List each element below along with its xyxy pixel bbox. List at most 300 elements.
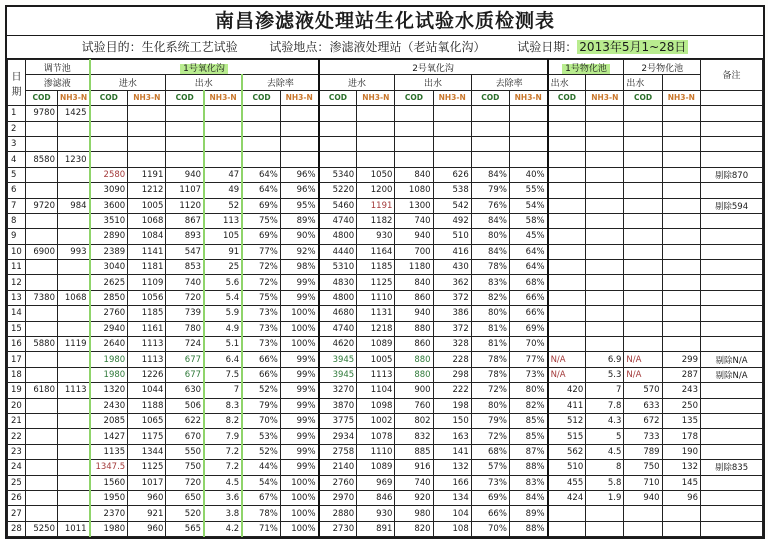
wuhua-cell: [548, 136, 586, 151]
wuhua-cell: [662, 244, 700, 259]
day-cell: 14: [8, 306, 26, 321]
wuhua-cell: [624, 136, 662, 151]
oxd2-cell: 1110: [357, 444, 395, 459]
leachate-nh3: [58, 306, 90, 321]
oxd1-cell: 96%: [280, 167, 318, 182]
oxd1-cell: 1141: [128, 244, 166, 259]
wuhua-cell: 5.8: [586, 475, 624, 490]
oxd1-cell: 622: [166, 413, 204, 428]
oxd2-cell: 78%: [471, 260, 509, 275]
wuhua-cell: 424: [548, 490, 586, 505]
oxd2-cell: 2880: [319, 506, 357, 521]
wuhua-cell: [624, 290, 662, 305]
oxd1-cell: [204, 121, 242, 136]
oxd2-cell: 84%: [471, 213, 509, 228]
wuhua-cell: 243: [662, 383, 700, 398]
oxd1-cell: 79%: [242, 398, 280, 413]
wuhua-cell: [662, 213, 700, 228]
oxd1-cell: 66%: [242, 352, 280, 367]
oxd2-cell: 64%: [509, 244, 547, 259]
wuhua-cell: [624, 167, 662, 182]
note-cell: [701, 183, 763, 198]
subheader-cod: COD: [242, 90, 280, 105]
leachate-nh3: 1011: [58, 521, 90, 536]
oxd1-cell: [166, 106, 204, 121]
oxd1-cell: 867: [166, 213, 204, 228]
wuhua-cell: [662, 337, 700, 352]
oxd2-cell: 840: [395, 275, 433, 290]
oxd2-cell: 930: [357, 506, 395, 521]
oxd2-cell: 832: [395, 429, 433, 444]
oxd1-cell: [166, 152, 204, 167]
note-cell: 剔除870: [701, 167, 763, 182]
oxd1-cell: 1107: [166, 183, 204, 198]
wuhua-cell: 512: [548, 413, 586, 428]
wuhua-cell: [624, 321, 662, 336]
oxd1-cell: [280, 106, 318, 121]
oxd2-cell: 1089: [357, 460, 395, 475]
oxd1-cell: 105: [204, 229, 242, 244]
oxd2-cell: 298: [433, 367, 471, 382]
oxd1-cell: [90, 152, 128, 167]
oxd2-cell: 2970: [319, 490, 357, 505]
day-cell: 5: [8, 167, 26, 182]
oxd1-cell: 99%: [280, 383, 318, 398]
oxd1-cell: 7: [204, 383, 242, 398]
oxd1-cell: 71%: [242, 521, 280, 536]
oxd1-cell: 5.6: [204, 275, 242, 290]
oxd1-cell: 2940: [90, 321, 128, 336]
wuhua-cell: [662, 121, 700, 136]
oxd2-cell: 5220: [319, 183, 357, 198]
oxd1-cell: [128, 121, 166, 136]
leachate-cod: [26, 321, 58, 336]
oxd2-cell: [509, 121, 547, 136]
oxd1-cell: 90%: [280, 229, 318, 244]
oxd1-cell: 4.9: [204, 321, 242, 336]
oxd1-cell: [166, 136, 204, 151]
header-wh1-out: 出水: [548, 75, 586, 90]
oxd2-cell: 1180: [395, 260, 433, 275]
header-tiaojiechi: 调节池: [26, 60, 90, 75]
oxd2-cell: 77%: [509, 352, 547, 367]
table-row: [8, 290, 763, 305]
wuhua-cell: [662, 290, 700, 305]
note-cell: [701, 136, 763, 151]
oxd1-cell: 1175: [128, 429, 166, 444]
wuhua-cell: 135: [662, 413, 700, 428]
wuhua-cell: 411: [548, 398, 586, 413]
header-oxd1-out: 出水: [166, 75, 242, 90]
wuhua-cell: [586, 121, 624, 136]
note-cell: [701, 260, 763, 275]
oxd2-cell: 70%: [471, 521, 509, 536]
table-row: [8, 306, 763, 321]
table-row: [8, 106, 763, 121]
oxd1-cell: 3040: [90, 260, 128, 275]
oxd1-cell: [280, 152, 318, 167]
oxd2-cell: [357, 136, 395, 151]
oxd1-cell: 506: [166, 398, 204, 413]
oxd2-cell: 166: [433, 475, 471, 490]
day-cell: 18: [8, 367, 26, 382]
leachate-cod: [26, 213, 58, 228]
leachate-cod: 9780: [26, 106, 58, 121]
oxd1-cell: 5.9: [204, 306, 242, 321]
oxd1-cell: 739: [166, 306, 204, 321]
oxd2-cell: 66%: [509, 306, 547, 321]
header-oxd2-removal: 去除率: [471, 75, 547, 90]
oxd1-cell: 1109: [128, 275, 166, 290]
oxd2-cell: [319, 121, 357, 136]
wuhua-cell: [586, 213, 624, 228]
day-cell: 24: [8, 460, 26, 475]
oxd2-cell: 88%: [509, 521, 547, 536]
table-row: [8, 383, 763, 398]
wuhua-cell: [662, 306, 700, 321]
subheader-cod: COD: [395, 90, 433, 105]
oxd2-cell: 198: [433, 398, 471, 413]
subheader-cod: COD: [548, 90, 586, 105]
wuhua-cell: 510: [548, 460, 586, 475]
oxd1-cell: 99%: [280, 429, 318, 444]
leachate-cod: [26, 183, 58, 198]
oxd1-cell: 893: [166, 229, 204, 244]
oxd1-cell: 780: [166, 321, 204, 336]
oxd1-cell: 52%: [242, 444, 280, 459]
wuhua-cell: 940: [624, 490, 662, 505]
oxd2-cell: 700: [395, 244, 433, 259]
oxd1-cell: [204, 136, 242, 151]
oxd1-cell: 1084: [128, 229, 166, 244]
oxd2-cell: 84%: [471, 167, 509, 182]
oxd2-cell: 940: [395, 229, 433, 244]
wuhua-cell: [586, 167, 624, 182]
oxd2-cell: [509, 106, 547, 121]
day-cell: 8: [8, 213, 26, 228]
oxd1-cell: 1188: [128, 398, 166, 413]
wuhua-cell: N/A: [548, 352, 586, 367]
oxd2-cell: 1164: [357, 244, 395, 259]
oxd2-cell: [357, 152, 395, 167]
wuhua-cell: N/A: [548, 367, 586, 382]
oxd1-cell: 3510: [90, 213, 128, 228]
note-cell: [701, 383, 763, 398]
note-cell: 剔除N/A: [701, 352, 763, 367]
oxd2-cell: 69%: [471, 490, 509, 505]
note-cell: [701, 106, 763, 121]
note-cell: [701, 521, 763, 536]
oxd1-cell: 66%: [242, 367, 280, 382]
oxd1-cell: 99%: [280, 367, 318, 382]
oxd1-cell: 2580: [90, 167, 128, 182]
oxd1-cell: 99%: [280, 460, 318, 475]
day-cell: 25: [8, 475, 26, 490]
oxd1-cell: 1427: [90, 429, 128, 444]
oxd1-cell: [242, 121, 280, 136]
table-row: [8, 244, 763, 259]
wuhua-cell: [624, 260, 662, 275]
oxd2-cell: [395, 136, 433, 151]
oxd1-cell: 1125: [128, 460, 166, 475]
oxd2-cell: 1110: [357, 290, 395, 305]
table-row: [8, 475, 763, 490]
leachate-nh3: 1068: [58, 290, 90, 305]
oxd2-cell: 68%: [509, 275, 547, 290]
wuhua-cell: [624, 275, 662, 290]
oxd1-cell: 1347.5: [90, 460, 128, 475]
wuhua-cell: 733: [624, 429, 662, 444]
oxd2-cell: 4830: [319, 275, 357, 290]
leachate-cod: [26, 490, 58, 505]
oxd2-cell: [395, 106, 433, 121]
leachate-nh3: [58, 367, 90, 382]
oxd1-cell: 69%: [242, 198, 280, 213]
day-cell: 15: [8, 321, 26, 336]
report-sheet: [5, 5, 765, 539]
wuhua-cell: [624, 121, 662, 136]
oxd1-cell: 7.2: [204, 460, 242, 475]
oxd2-cell: 1050: [357, 167, 395, 182]
oxd2-cell: 880: [395, 321, 433, 336]
oxd2-cell: 5310: [319, 260, 357, 275]
oxd2-cell: 980: [395, 506, 433, 521]
wuhua-cell: 515: [548, 429, 586, 444]
day-cell: 3: [8, 136, 26, 151]
oxd2-cell: 54%: [509, 198, 547, 213]
oxd2-cell: 386: [433, 306, 471, 321]
oxd2-cell: 416: [433, 244, 471, 259]
oxd2-cell: 141: [433, 444, 471, 459]
oxd2-cell: 40%: [509, 167, 547, 182]
header-oxd1-removal: 去除率: [242, 75, 318, 90]
oxd2-cell: 740: [395, 213, 433, 228]
oxd1-cell: 921: [128, 506, 166, 521]
meta-line: [7, 36, 763, 59]
oxd2-cell: 84%: [509, 490, 547, 505]
table-row: [8, 167, 763, 182]
oxd2-cell: 58%: [509, 213, 547, 228]
day-cell: 20: [8, 398, 26, 413]
wuhua-cell: [586, 260, 624, 275]
oxd1-cell: 100%: [280, 321, 318, 336]
wuhua-cell: [548, 337, 586, 352]
oxd1-cell: 100%: [280, 506, 318, 521]
purpose: 试验目的：生化系统工艺试验: [81, 40, 238, 54]
wuhua-cell: 5: [586, 429, 624, 444]
wuhua-cell: [548, 260, 586, 275]
oxd1-cell: 5.1: [204, 337, 242, 352]
oxd2-cell: 3775: [319, 413, 357, 428]
oxd1-cell: 92%: [280, 244, 318, 259]
day-cell: 13: [8, 290, 26, 305]
wuhua-cell: [662, 167, 700, 182]
day-cell: 12: [8, 275, 26, 290]
oxd1-cell: 100%: [280, 521, 318, 536]
wuhua-cell: [624, 152, 662, 167]
wuhua-cell: [548, 183, 586, 198]
oxd1-cell: 1950: [90, 490, 128, 505]
note-cell: [701, 398, 763, 413]
leachate-nh3: [58, 260, 90, 275]
table-row: [8, 429, 763, 444]
wuhua-cell: [548, 290, 586, 305]
wuhua-cell: [662, 275, 700, 290]
note-cell: [701, 337, 763, 352]
oxd2-cell: 80%: [471, 398, 509, 413]
day-cell: 16: [8, 337, 26, 352]
leachate-cod: [26, 475, 58, 490]
oxd1-cell: 25: [204, 260, 242, 275]
oxd2-cell: [395, 152, 433, 167]
data-table: [7, 59, 763, 537]
oxd1-cell: 64%: [242, 167, 280, 182]
wuhua-cell: [548, 229, 586, 244]
oxd2-cell: 846: [357, 490, 395, 505]
oxd1-cell: 1560: [90, 475, 128, 490]
leachate-nh3: 1230: [58, 152, 90, 167]
oxd2-cell: 1098: [357, 398, 395, 413]
leachate-nh3: 984: [58, 198, 90, 213]
leachate-cod: [26, 398, 58, 413]
leachate-cod: [26, 460, 58, 475]
oxd2-cell: 1125: [357, 275, 395, 290]
oxd2-cell: 1002: [357, 413, 395, 428]
oxd2-cell: 73%: [471, 475, 509, 490]
oxd1-cell: 2850: [90, 290, 128, 305]
leachate-cod: [26, 167, 58, 182]
wuhua-cell: 420: [548, 383, 586, 398]
oxd1-cell: 99%: [280, 398, 318, 413]
day-cell: 4: [8, 152, 26, 167]
wuhua-cell: 299: [662, 352, 700, 367]
oxd2-cell: [509, 152, 547, 167]
oxd2-cell: 45%: [509, 229, 547, 244]
oxd2-cell: 542: [433, 198, 471, 213]
oxd1-cell: 1161: [128, 321, 166, 336]
oxd1-cell: 1980: [90, 521, 128, 536]
oxd2-cell: 4620: [319, 337, 357, 352]
note-cell: 剔除835: [701, 460, 763, 475]
leachate-cod: 9720: [26, 198, 58, 213]
oxd2-cell: 1080: [395, 183, 433, 198]
oxd2-cell: 132: [433, 460, 471, 475]
leachate-nh3: [58, 506, 90, 521]
oxd1-cell: 52: [204, 198, 242, 213]
oxd1-cell: 64%: [242, 183, 280, 198]
oxd2-cell: 900: [395, 383, 433, 398]
oxd2-cell: [319, 106, 357, 121]
wuhua-cell: 132: [662, 460, 700, 475]
day-cell: 6: [8, 183, 26, 198]
table-row: [8, 490, 763, 505]
note-cell: [701, 290, 763, 305]
table-row: [8, 213, 763, 228]
oxd1-cell: 95%: [280, 198, 318, 213]
day-cell: 7: [8, 198, 26, 213]
oxd2-cell: 80%: [509, 383, 547, 398]
oxd2-cell: 55%: [509, 183, 547, 198]
oxd2-cell: 2758: [319, 444, 357, 459]
oxd1-cell: 100%: [280, 337, 318, 352]
oxd2-cell: 880: [395, 367, 433, 382]
oxd2-cell: 78%: [471, 367, 509, 382]
leachate-cod: 6900: [26, 244, 58, 259]
note-cell: [701, 444, 763, 459]
oxd1-cell: 75%: [242, 290, 280, 305]
note-cell: [701, 413, 763, 428]
oxd1-cell: 1980: [90, 352, 128, 367]
day-cell: 17: [8, 352, 26, 367]
oxd1-cell: [90, 136, 128, 151]
oxd2-cell: 3270: [319, 383, 357, 398]
oxd2-cell: 72%: [471, 429, 509, 444]
wuhua-cell: [662, 106, 700, 121]
leachate-nh3: [58, 213, 90, 228]
oxd1-cell: 2085: [90, 413, 128, 428]
oxd2-cell: 430: [433, 260, 471, 275]
oxd1-cell: 1185: [128, 306, 166, 321]
leachate-nh3: [58, 475, 90, 490]
wuhua-cell: [624, 198, 662, 213]
oxd2-cell: 930: [357, 229, 395, 244]
oxd2-cell: 860: [395, 290, 433, 305]
wuhua-cell: 145: [662, 475, 700, 490]
oxd2-cell: [357, 106, 395, 121]
day-cell: 11: [8, 260, 26, 275]
oxd2-cell: [471, 152, 509, 167]
wuhua-cell: [624, 244, 662, 259]
oxd1-cell: 1980: [90, 367, 128, 382]
wuhua-cell: 570: [624, 383, 662, 398]
day-cell: 22: [8, 429, 26, 444]
note-cell: [701, 475, 763, 490]
oxd2-cell: 891: [357, 521, 395, 536]
wuhua-cell: [586, 275, 624, 290]
oxd2-cell: [433, 106, 471, 121]
leachate-cod: 6180: [26, 383, 58, 398]
oxd2-cell: 150: [433, 413, 471, 428]
oxd2-cell: 510: [433, 229, 471, 244]
leachate-nh3: [58, 275, 90, 290]
oxd1-cell: 99%: [280, 275, 318, 290]
wuhua-cell: [548, 213, 586, 228]
oxd1-cell: 6.4: [204, 352, 242, 367]
oxd2-cell: 2934: [319, 429, 357, 444]
oxd2-cell: [319, 152, 357, 167]
table-row: [8, 444, 763, 459]
subheader-nh3: NH3-N: [58, 90, 90, 105]
oxd1-cell: 1017: [128, 475, 166, 490]
oxd1-cell: [128, 152, 166, 167]
wuhua-cell: 96: [662, 490, 700, 505]
leachate-cod: [26, 260, 58, 275]
subheader-cod: COD: [166, 90, 204, 105]
oxd1-cell: 1068: [128, 213, 166, 228]
oxd1-cell: 44%: [242, 460, 280, 475]
oxd1-cell: 1056: [128, 290, 166, 305]
oxd1-cell: 100%: [280, 490, 318, 505]
oxd1-cell: [90, 121, 128, 136]
header-wh1: 1号物化池: [548, 60, 624, 75]
wuhua-cell: [586, 521, 624, 536]
leachate-cod: [26, 506, 58, 521]
oxd2-cell: 83%: [471, 275, 509, 290]
oxd2-cell: 82%: [509, 398, 547, 413]
oxd2-cell: 920: [395, 490, 433, 505]
oxd2-cell: 916: [395, 460, 433, 475]
wuhua-cell: [662, 229, 700, 244]
